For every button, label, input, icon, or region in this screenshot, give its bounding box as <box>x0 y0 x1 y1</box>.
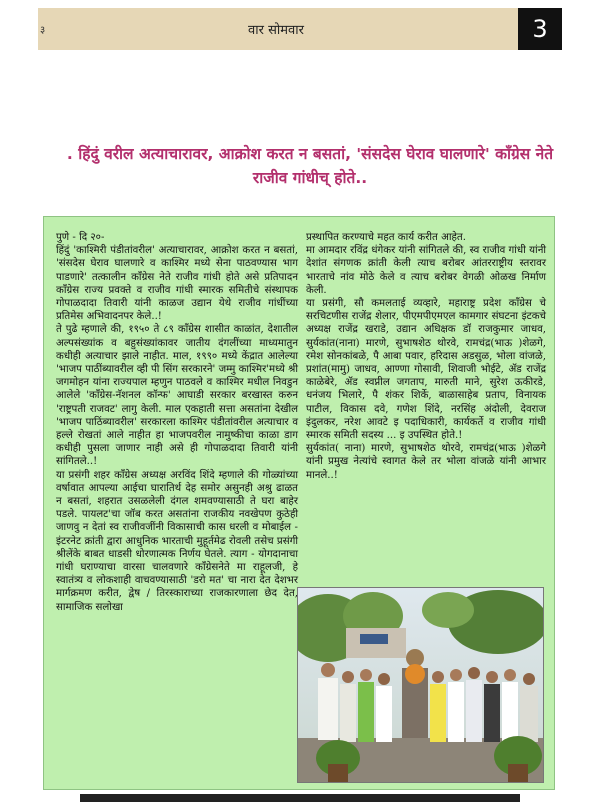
article-paragraph: मा आमदार रविंद्र धंगेकर यांनी सांगितले की, स्व राजीव गांधी यांनी देशांत संगणक क्रांती केली त्याच बरोबर आंतरराष्ट्रीय स्तरावर भारताचे नांव मोठे केले व त्याच बरोबर वेगळी ओळख निर्माण केली. <box>306 245 546 296</box>
page-header <box>38 8 562 50</box>
article-column-right <box>306 231 546 482</box>
article-column-left <box>56 231 298 614</box>
next-headline-cutoff <box>80 794 520 802</box>
article-paragraph: सुर्यकांत( नाना) मारणे, सुभाषशेठ थोरवे, रामचंद्र(भाऊ )शेळगे यांनी प्रमुख नेत्यांचे स्वागत केले तर भोला वांजळे यांनी आभार मानले..! <box>306 443 546 481</box>
article-paragraph: पुणे - दि २०- <box>56 232 105 243</box>
article-box <box>43 216 555 790</box>
article-paragraph: प्रस्थापित करण्याचे महत कार्य करीत आहेत. <box>306 232 466 243</box>
header-left-mark: ३ <box>40 25 46 36</box>
page-number: 3 <box>518 8 562 50</box>
article-paragraph: हिंदुं 'काश्मिरी पंडीतांवरील' अत्याचारावर, आक्रोश करत न बसतां, 'संसदेस घेराव घालणारे व काश्मिर मध्ये सेना पाठवण्यास भाग पाडणारे' तत्कालीन कॉंग्रेस नेते राजीव गांधी होते असे प्रतिपादन कॉंग्रेस राज्य प्रवक्ते व राजीव गांधी स्मारक समितीचे संस्थापक गोपाळदादा तिवारी यांनी काळज उद्यान येथे राजीव गांधींच्या प्रतिमेस अभिवादनपर केले..! <box>56 245 298 323</box>
header-title: वार सोमवार <box>248 23 304 38</box>
article-paragraph: ते पुढे म्हणाले की, १९५० ते ८९ कॉंग्रेस शासीत काळांत, देशातील अल्पसंख्यांक व बहुसंख्यांकावर जातीय दंगलींच्या माध्यमातुन कधीही अत्याचार झाले नाहीत. माल, १९९० मध्ये केंद्रात आलेल्या 'भाजप पाठींब्यावरील व्ही पी सिंग सरकारने' जम्मु काश्मिर'मध्ये श्री जगमोहन यांना राज्यपाल म्हणुन पाठवले व काश्मिर मधील निवडुन आलेले 'कॉंग्रेस-नॅशनल कॉन्फ' आघाडी सरकार बरखास्त करुन 'राष्ट्रपती राजवट' लागु केली. माल एकहाती सत्ता असतांना देखील 'भाजप पाठिंब्यावरील' सरकारला काश्मिर पंडीतांवरील अत्याचार व हल्ले रोखतां आले नाहीत हा भाजपवरील नामुष्कीचा काळा डाग कधीही पुसला जाणार नाही असे ही गोपाळदादा तिवारी यांनी सांगितले..! <box>56 324 298 468</box>
article-paragraph: या प्रसंगी शहर कॉंग्रेस अध्यक्ष अरविंद शिंदे म्हणाले की गोळ्यांच्या वर्षावात आपल्या आईचा घारातिर्थ देह समोर असुनही अश्रु ढाळत न बसतां, शहरात उसळलेली दंगल शमवण्यासाठी ते घरा बाहेर पडले. पायलट'चा जॉब करत असतांना राजकीय नवखेपण कुठेही जाणवु न देतां स्व राजीवजींनी विकासाची कास धरली व मोबाईल - इंटरनेट क्रांती द्वारा आधुनिक भारताची मुहूर्तमेढ रोवली तसेच प्रसंगी श्रीलेंके बाबत धाडसी धोरणात्मक निर्णय घेतले. त्याग - योगदानाचा गांधी घराण्याचा वारसा चालवणारे कॉंग्रेसनेते मा राहूलजी, हे स्वातंत्र्य व लोकशाही वाचवण्यासाठी 'डरो मत' चा नारा देत देशभर मार्गक्रमण करीत, द्वेष / तिरस्काराच्या राजकारणाला छेद देत, सामाजिक सलोखा <box>56 469 298 613</box>
group-photo-icon <box>298 588 544 783</box>
article-paragraph: या प्रसंगी, सौ कमलताई व्यव्हारे, महाराष्ट्र प्रदेश कॉंग्रेस चे सरचिटणीस राजेंद्र शेलार, पीएमपीएमएल कामगार संघटना इंटकचे अध्यक्ष राजेंद्र खराडे, उद्यान अधिक्षक डॉ राजकुमार जाधव, सुर्यकांत(नाना) मारणे, सुभाषशेठ थोरवे, रामचंद्र(भाऊ )शेळगे, रमेश सोनकांबळे, पै आबा पवार, हरिदास अडसुळ, भोला वांजळे, प्रशांत(मामु) जाधव, आण्णा गोसावी, शिवाजी भोईटे, ॲड राजेंद्र काळेबेरे, ॲड स्वप्नील जगताप, मारुती माने, सुरेश ऊकीरडे, धनंजय भिलारे, पै शंकर शिर्के, बाळासाहेब प्रताप, विनायक पाटील, विकास दवे, गणेश शिंदे, नरसिंह अंदोली, देवराज इंदुलकर, नरेश आवटे इ पदाधिकारी, कार्यकर्ते व राजीव गांधी स्मारक समिती सदस्य ... इ उपस्थित होते.! <box>306 298 546 442</box>
group-photo <box>297 587 544 783</box>
article-headline: . हिंदुं वरील अत्याचारावर, आक्रोश करत न बसतां, 'संसदेस घेराव घालणारे' काँग्रेस नेते राजीव गांधीच् होते.. <box>66 145 554 187</box>
